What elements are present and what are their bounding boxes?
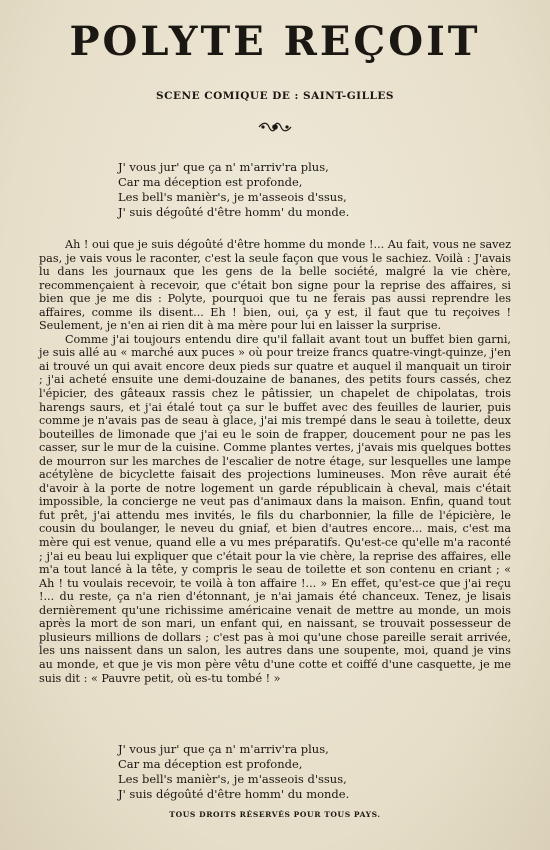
verse-line: J' vous jur' que ça n' m'arriv'ra plus, xyxy=(118,742,329,756)
verse-line: Les bell's manièr's, je m'asseois d'ssus, xyxy=(118,190,347,204)
ornament-flourish-icon xyxy=(257,120,293,134)
verse-line: J' suis dégoûté d'être homm' du monde. xyxy=(118,205,350,219)
paragraph: Comme j'ai toujours entendu dire qu'il fallait avant tout un buffet bien garni, je suis allé au « marché aux puces » où pour treize francs quatre-vingt-quinze, j'en ai trouvé un qui avait encore deux pieds sur quatre et auquel il manquait un tiroir ; j'ai acheté ensuite une demi-douzaine de bananes, des petits fours cassés, chez l'épicier, des gâteaux rassis chez le pâtissier, un chapelet de chipolatas, trois harengs saurs, et j'ai étalé tout ça sur le buffet avec des feuilles de laurier, puis comme je n'avais pas de seau à glace, j'ai mis trempé dans le seau à toilette, deux bouteilles de limonade que j'ai eu le soin de frapper, doucement pour ne pas les casser, sur le mur de la cuisine. Comme plantes vertes, j'avais mis quelques bottes de mourron sur les marches de l'escalier de notre étage, sur lesquelles une lampe acétylène de bicyclette faisait des projections lumineuses. Mon rêve aurait été d'avoir à la porte de notre logement un garde républicain à cheval, mais c'était impossible, la concierge ne veut pas d'animaux dans la maison. Enfin, quand tout fut prêt, j'ai attendu mes invités, le fils du charbonnier, la fille de l'épicière, le cousin du boulanger, le neveu du gniaf, et bien d'autres encore... mais, c'est ma mère qui est venue, quand elle a vu mes préparatifs. Qu'est-ce qu'elle m'a raconté ; j'ai eu beau lui expliquer que c'était pour la vie chère, la reprise des affaires, elle m'a tout lancé à la tête, y compris le seau de toilette et son contenu en criant ; « Ah ! tu voulais recevoir, te voilà à ton affaire !... » En effet, qu'est-ce que j'ai reçu !... du reste, ça n'a rien d'étonnant, je n'ai jamais été chanceux. Tenez, je lisais dernièrement qu'une richissime américaine venait de mettre au monde, un mois après la mort de son mari, un enfant qui, en naissant, se trouvait possesseur de plusieurs millions de dollars ; c'est pas à moi qu'une chose pareille serait arrivée, les uns naissent dans un salon, les autres dans une soupente, moi, quand je vins au monde, et que je vis mon père vêtu d'une cotte et coiffé d'une casquette, je me suis dit : « Pauvre petit, où es-tu tombé ! » xyxy=(39,332,511,685)
page-title: POLYTE REÇOIT xyxy=(69,18,481,65)
verse-line: Car ma déception est profonde, xyxy=(118,757,303,771)
refrain-verse-top xyxy=(118,160,349,220)
copyright-footer: TOUS DROITS RÉSERVÉS POUR TOUS PAYS. xyxy=(169,810,381,819)
paragraph: Ah ! oui que je suis dégoûté d'être homme du monde !... Au fait, vous ne savez pas, je vais vous le raconter, c'est la seule façon que vous le sachiez. Voilà : J'avais lu dans les journaux que les gens de la belle société, malgré la vie chère, recommençaient à recevoir, que c'était bon signe pour la reprise des affaires, si bien que je me dis : Polyte, pourquoi que tu ne ferais pas aussi reprendre les affaires, comme ils disent... Eh ! bien, oui, ça y est, il faut que tu reçoives ! Seulement, je n'en ai rien dit à ma mère pour lui en laisser la surprise. xyxy=(39,238,511,333)
page-subtitle: SCENE COMIQUE DE : SAINT-GILLES xyxy=(156,90,394,102)
verse-line: Les bell's manièr's, je m'asseois d'ssus, xyxy=(118,772,347,786)
refrain-verse-bottom xyxy=(118,742,349,802)
prose-body xyxy=(39,238,511,685)
verse-line: J' suis dégoûté d'être homm' du monde. xyxy=(118,787,350,801)
verse-line: Car ma déception est profonde, xyxy=(118,175,303,189)
verse-line: J' vous jur' que ça n' m'arriv'ra plus, xyxy=(118,160,329,174)
